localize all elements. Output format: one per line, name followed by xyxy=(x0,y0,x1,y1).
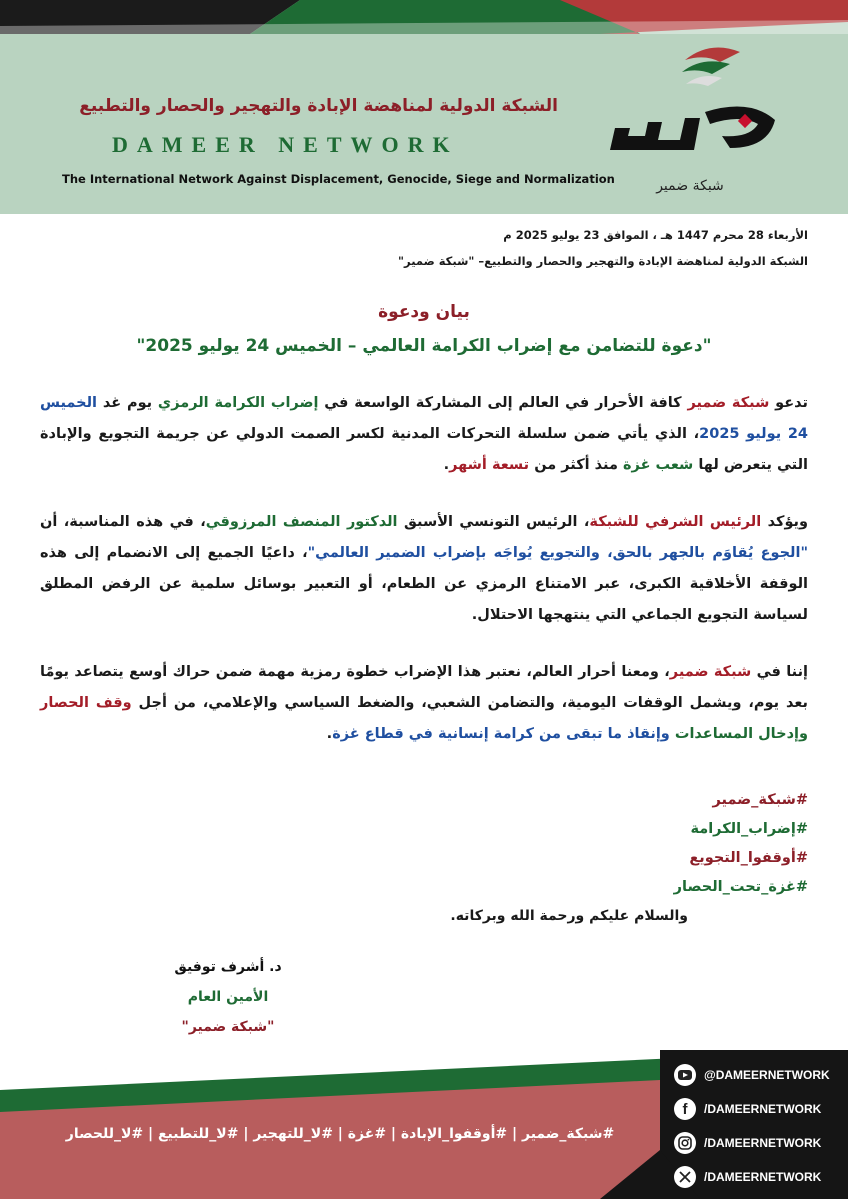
paragraph-1 xyxy=(40,388,808,481)
paragraph-3 xyxy=(40,657,808,750)
statement-title: بيان ودعوة xyxy=(378,302,470,322)
social-handle: /DAMEERNETWORK xyxy=(704,1170,822,1184)
network-title-arabic: الشبكة الدولية لمناهضة الإبادة والتهجير والحصار والتطبيع xyxy=(79,96,558,116)
social-link-youtube[interactable] xyxy=(668,1058,848,1092)
p1-text: تدعو xyxy=(769,395,808,411)
facebook-icon: f xyxy=(674,1098,696,1120)
p3-text: . xyxy=(326,726,333,742)
p1-highlight: شبكة ضمير xyxy=(687,395,770,411)
p2-text: ، داعيًا الجميع إلى الانضمام إلى هذه الوقفة الأخلاقية الكبرى، عبر الامتناع الرمزي عن الطعام، أو التعبير بوسائل سلمية عن الرفض المطلق لسياسة التجويع الجماعي التي ينتهجها الاحتلال. xyxy=(40,545,808,623)
hashtag[interactable]: #غزة_تحت_الحصار xyxy=(673,879,808,895)
hashtag[interactable]: #أوقفوا_التجويع xyxy=(689,850,808,866)
social-link-facebook[interactable] xyxy=(668,1092,848,1126)
network-title-english: DAMEER NETWORK xyxy=(112,132,459,157)
logo-caption: شبكة ضمير xyxy=(656,178,724,194)
p3-text: إننا في xyxy=(751,664,809,680)
p3-highlight: وإنقاذ ما تبقى من كرامة إنسانية في قطاع غزة xyxy=(332,726,670,742)
signature-block xyxy=(138,952,318,1042)
social-handle: /DAMEERNETWORK xyxy=(704,1102,822,1116)
statement-body xyxy=(40,222,808,1042)
footer-hashtags: #شبكة_ضمير | #أوقفوا_الإبادة | #غزة | #لا_للتهجير | #لا_للتطبيع | #لا_للحصار xyxy=(65,1126,615,1142)
p2-quote: "الجوع يُقاوَم بالجهر بالحق، والتجويع يُواجَه بإضراب الضمير العالمي" xyxy=(307,545,809,561)
p2-text: ، الرئيس التونسي الأسبق xyxy=(397,514,590,530)
p2-highlight: الدكتور المنصف المرزوقي xyxy=(205,514,398,530)
p1-highlight: شعب غزة xyxy=(622,457,694,473)
social-handle: @DAMEERNETWORK xyxy=(704,1068,830,1082)
p1-highlight: الخميس 24 يوليو 2025 xyxy=(40,395,808,442)
x-icon xyxy=(674,1166,696,1188)
organization-line: الشبكة الدولية لمناهضة الإبادة والتهجير والحصار والتطبيع– "شبكة ضمير" xyxy=(398,254,808,268)
p3-highlight: شبكة ضمير xyxy=(669,664,752,680)
p1-text: . xyxy=(443,457,450,473)
instagram-icon xyxy=(674,1132,696,1154)
p1-text: يوم غد xyxy=(97,395,158,411)
youtube-icon xyxy=(674,1064,696,1086)
p3-highlight: وإدخال المساعدات xyxy=(674,726,808,742)
p1-text: منذ أكثر من xyxy=(529,457,623,473)
top-decorative-band xyxy=(0,0,848,34)
social-handle: /DAMEERNETWORK xyxy=(704,1136,822,1150)
p2-text: ويؤكد xyxy=(761,514,809,530)
hashtag[interactable]: #إضراب_الكرامة xyxy=(690,821,808,837)
hashtag[interactable]: #شبكة_ضمير xyxy=(712,792,808,808)
p1-highlight: إضراب الكرامة الرمزي xyxy=(157,395,319,411)
p1-highlight: تسعة أشهر xyxy=(449,457,530,473)
p3-text: ، ومعنا أحرار العالم، نعتبر هذا الإضراب خطوة رمزية مهمة ضمن حراك أوسع يتصاعد يومًا بعد يوم، ويشمل الوقفات اليومية، والتضامن الشعبي، والضغط السياسي والإعلامي، من أجل xyxy=(40,664,808,711)
signatory-organization: "شبكة ضمير" xyxy=(181,1019,275,1035)
p2-highlight: الرئيس الشرفي للشبكة xyxy=(589,514,762,530)
p1-text: كافة الأحرار في العالم إلى المشاركة الواسعة في xyxy=(318,395,688,411)
closing-greeting: والسلام عليكم ورحمة الله وبركاته. xyxy=(450,908,688,924)
paragraph-2 xyxy=(40,507,808,631)
signatory-name: د. أشرف توفيق xyxy=(174,959,282,975)
social-link-instagram[interactable] xyxy=(668,1126,848,1160)
p2-text: ، في هذه المناسبة، أن xyxy=(40,514,206,530)
social-link-x[interactable] xyxy=(668,1160,848,1194)
dameer-logo xyxy=(590,40,790,190)
statement-subtitle: "دعوة للتضامن مع إضراب الكرامة العالمي – الخميس 24 يوليو 2025" xyxy=(136,336,712,356)
p1-text: ، الذي يأتي ضمن سلسلة التحركات المدنية لكسر الصمت الدولي عن جريمة التجويع والإبادة التي يتعرض لها xyxy=(40,426,808,473)
network-subtitle-english: The International Network Against Displacement, Genocide, Siege and Normalization xyxy=(62,172,615,186)
date-line: الأربعاء 28 محرم 1447 هـ ، الموافق 23 يوليو 2025 م xyxy=(503,228,808,242)
p3-highlight: وقف الحصار xyxy=(40,695,132,711)
social-links xyxy=(668,1058,848,1194)
signatory-title: الأمين العام xyxy=(187,989,269,1005)
hashtag-list xyxy=(40,786,808,902)
